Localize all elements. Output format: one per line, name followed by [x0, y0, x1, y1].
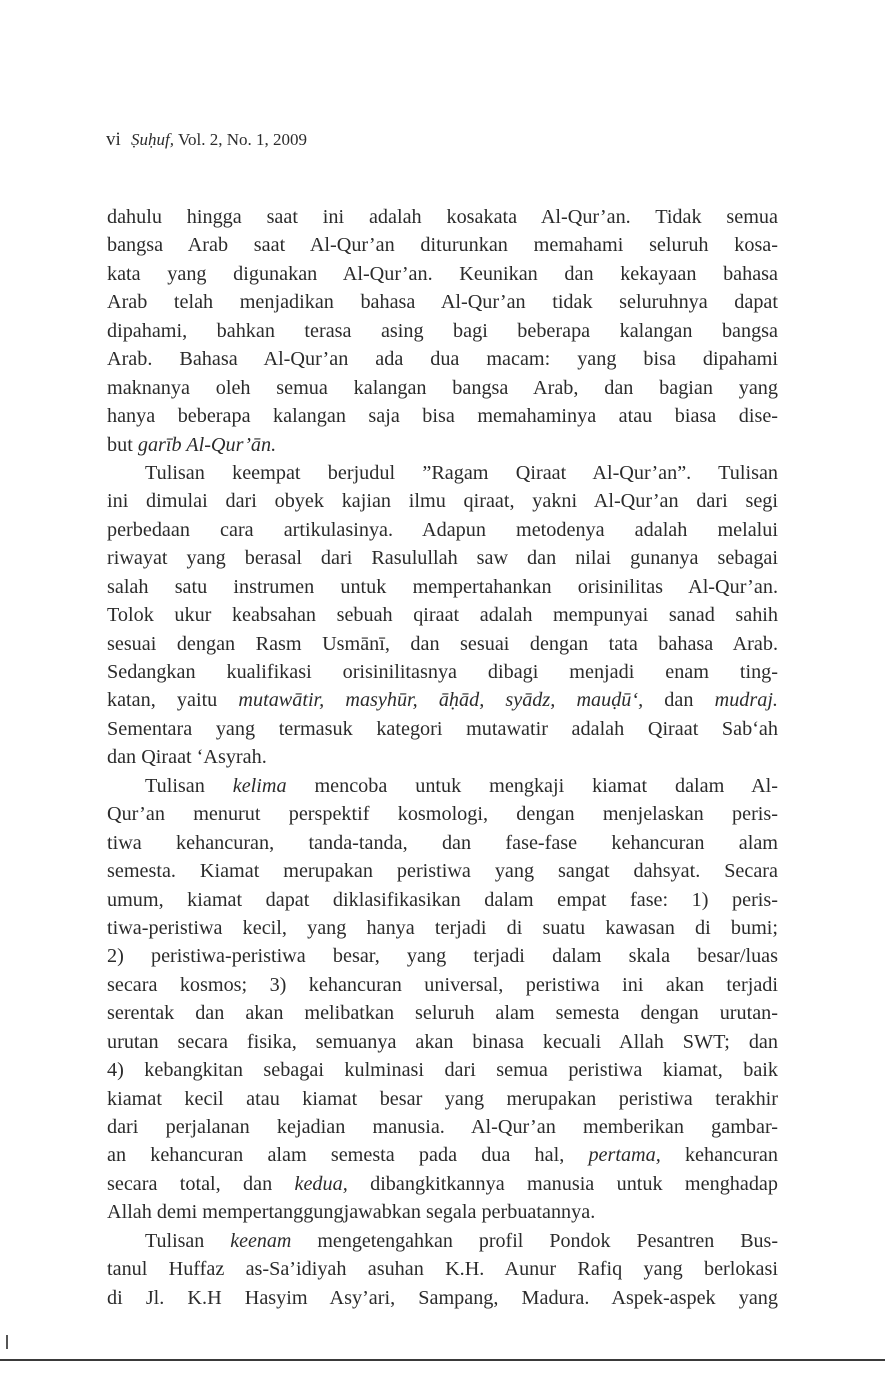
text-run: riwayat yang berasal dari Rasulullah saw dan nilai gunanya sebagai	[107, 547, 778, 570]
text-run: tanul Huffaz as-Sa’idiyah asuhan K.H. Aunur Rafiq yang berlokasi	[107, 1258, 778, 1281]
text-run: mengetengahkan profil Pondok Pesantren Bus-	[291, 1229, 778, 1252]
text-run: mencoba untuk mengkaji kiamat dalam Al-	[286, 774, 778, 797]
text-run: tiwa-peristiwa kecil, yang hanya terjadi di suatu kawasan di bumi;	[107, 916, 778, 939]
text-line	[107, 431, 778, 459]
text-line	[107, 886, 778, 914]
text-line	[107, 1085, 778, 1113]
text-run: umum, kiamat dapat diklasifikasikan dalam empat fase: 1) peris-	[107, 888, 778, 911]
italic-term: mutawātir, masyhūr, āḥād, syādz, mauḍū‘,	[238, 689, 644, 712]
page-edge-line	[0, 1359, 885, 1361]
text-line	[107, 374, 778, 402]
text-run: salah satu instrumen untuk mempertahankan orisinilitas Al-Qur’an.	[107, 575, 778, 598]
text-run: dan Qiraat ‘Asyrah.	[107, 746, 267, 769]
text-run: Tulisan keempat berjudul ”Ragam Qiraat Al-Qur’an”. Tulisan	[145, 461, 778, 484]
text-run: perbedaan cara artikulasinya. Adapun metodenya adalah melalui	[107, 518, 778, 541]
text-run: but	[107, 433, 138, 456]
text-run: dibangkitkannya manusia untuk menghadap	[347, 1172, 778, 1195]
page-number: vi	[106, 129, 121, 150]
text-run: dari perjalanan kejadian manusia. Al-Qur’an memberikan gambar-	[107, 1116, 778, 1138]
text-line	[107, 203, 778, 231]
italic-term: keenam	[230, 1229, 292, 1252]
text-line	[107, 345, 778, 373]
text-run: tiwa kehancuran, tanda-tanda, dan fase-fase kehancuran alam	[107, 831, 778, 854]
text-line	[107, 516, 778, 544]
text-run: dan	[643, 689, 715, 712]
text-run: dipahami, bahkan terasa asing bagi beberapa kalangan bangsa	[107, 319, 778, 342]
text-line	[107, 942, 778, 970]
text-run: 4) kebangkitan sebagai kulminasi dari semua peristiwa kiamat, baik	[107, 1059, 778, 1082]
text-line	[107, 402, 778, 430]
text-run: Tulisan	[145, 1229, 231, 1252]
text-run: hanya beberapa kalangan saja bisa memahaminya atau biasa dise-	[107, 405, 778, 428]
text-line	[107, 1255, 778, 1283]
text-line	[107, 1198, 778, 1226]
text-line	[107, 573, 778, 601]
text-line	[107, 601, 778, 629]
italic-term: mudraj.	[714, 689, 778, 712]
text-line	[107, 772, 778, 800]
volume-info: Vol. 2, No. 1, 2009	[177, 130, 308, 149]
text-run: maknanya oleh semua kalangan bangsa Arab, dan bagian yang	[107, 376, 778, 399]
text-line	[107, 317, 778, 345]
text-run: secara kosmos; 3) kehancuran universal, peristiwa ini akan terjadi	[107, 973, 778, 996]
text-run: an kehancuran alam semesta pada dua hal,	[107, 1144, 589, 1167]
text-line	[107, 487, 778, 515]
text-run: Arab. Bahasa Al-Qur’an ada dua macam: yang bisa dipahami	[107, 348, 778, 371]
text-run: Tulisan	[145, 774, 233, 797]
text-line	[107, 1028, 778, 1056]
text-line	[107, 1170, 778, 1198]
text-line	[107, 1141, 778, 1169]
running-header	[106, 128, 307, 152]
text-line	[107, 971, 778, 999]
text-run: ini dimulai dari obyek kajian ilmu qiraat, yakni Al-Qur’an dari segi	[107, 490, 778, 513]
italic-term: kelima	[232, 774, 287, 797]
text-run: dahulu hingga saat ini adalah kosakata Al-Qur’an. Tidak semua	[107, 206, 778, 228]
text-line	[107, 914, 778, 942]
text-line	[107, 715, 778, 743]
text-run: sesuai dengan Rasm Usmānī, dan sesuai dengan tata bahasa Arab.	[107, 632, 778, 655]
text-run: kiamat kecil atau kiamat besar yang merupakan peristiwa terakhir	[107, 1087, 778, 1110]
italic-term: garīb Al-Qur’ān.	[137, 433, 277, 456]
text-run: 2) peristiwa-peristiwa besar, yang terjadi dalam skala besar/luas	[107, 945, 778, 968]
text-run: katan, yaitu	[107, 689, 239, 712]
text-run: urutan secara fisika, semuanya akan binasa kecuali Allah SWT; dan	[107, 1030, 778, 1053]
text-line	[107, 658, 778, 686]
text-line	[107, 1056, 778, 1084]
text-line	[107, 288, 778, 316]
journal-title: Ṣuḥuf,	[131, 130, 175, 149]
italic-term: kedua,	[294, 1172, 348, 1195]
text-line	[107, 857, 778, 885]
text-line	[107, 459, 778, 487]
text-run: semesta. Kiamat merupakan peristiwa yang sangat dahsyat. Secara	[107, 860, 778, 883]
text-run: di Jl. K.H Hasyim Asy’ari, Sampang, Madura. Aspek-aspek yang	[107, 1286, 778, 1309]
text-line	[107, 829, 778, 857]
text-run: Qur’an menurut perspektif kosmologi, dengan menjelaskan peris-	[107, 803, 778, 826]
text-run: kehancuran	[660, 1144, 778, 1167]
text-line	[107, 686, 778, 714]
text-run: bangsa Arab saat Al-Qur’an diturunkan memahami seluruh kosa-	[107, 234, 778, 257]
text-run: Allah demi mempertanggungjawabkan segala perbuatannya.	[107, 1201, 596, 1224]
text-line	[107, 999, 778, 1027]
text-line	[107, 544, 778, 572]
text-line	[107, 743, 778, 771]
scan-mark	[6, 1335, 8, 1349]
italic-term: pertama,	[588, 1144, 661, 1167]
text-line	[107, 231, 778, 259]
text-run: serentak dan akan melibatkan seluruh alam semesta dengan urutan-	[107, 1002, 778, 1025]
text-line	[107, 260, 778, 288]
text-run: Tolok ukur keabsahan sebuah qiraat adalah mempunyai sanad sahih	[107, 604, 778, 627]
text-run: Arab telah menjadikan bahasa Al-Qur’an tidak seluruhnya dapat	[107, 291, 778, 314]
text-line	[107, 1227, 778, 1255]
text-run: Sementara yang termasuk kategori mutawatir adalah Qiraat Sab‘ah	[107, 717, 778, 740]
text-line	[107, 800, 778, 828]
text-line	[107, 1113, 778, 1141]
text-run: secara total, dan	[107, 1172, 295, 1195]
text-run: Sedangkan kualifikasi orisinilitasnya dibagi menjadi enam ting-	[107, 661, 778, 683]
text-line	[107, 630, 778, 658]
text-line	[107, 1284, 778, 1312]
text-run: kata yang digunakan Al-Qur’an. Keunikan dan kekayaan bahasa	[107, 262, 778, 285]
article-body	[107, 203, 778, 1312]
